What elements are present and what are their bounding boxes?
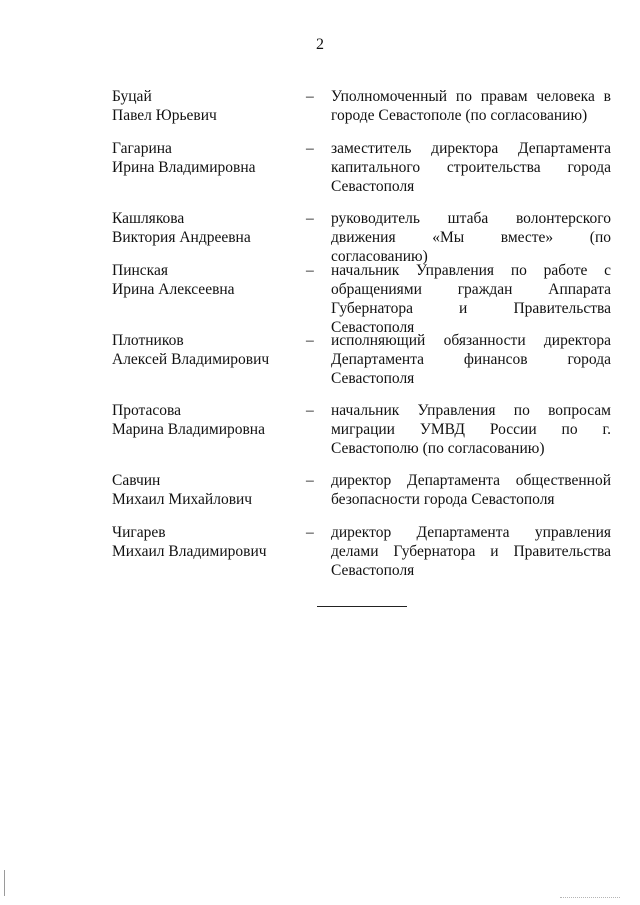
dash-separator: – <box>306 402 314 419</box>
person-name <box>112 331 302 369</box>
dash-separator: – <box>306 332 314 349</box>
given-names: Ирина Владимировна <box>112 159 256 176</box>
position-text: начальник Управления по работе с обращениями граждан Аппарата Губернатора и Правительства Севастополя <box>331 262 611 336</box>
surname: Гагарина <box>112 140 172 157</box>
surname: Плотников <box>112 332 184 349</box>
surname: Пинская <box>112 262 168 279</box>
position-text: руководитель штаба волонтерского движения «Мы вместе» (по согласованию) <box>331 210 611 265</box>
given-names: Ирина Алексеевна <box>112 281 235 298</box>
given-names: Виктория Андреевна <box>112 229 251 246</box>
given-names: Михаил Михайлович <box>112 491 253 508</box>
position-text: Уполномоченный по правам человека в городе Севастополе (по согласованию) <box>331 88 611 124</box>
dash-separator: – <box>306 262 314 279</box>
dash-separator: – <box>306 472 314 489</box>
person-name <box>112 261 302 299</box>
surname: Кашлякова <box>112 210 185 227</box>
position-text: директор Департамента общественной безопасности города Севастополя <box>331 472 611 508</box>
person-name <box>112 209 302 247</box>
surname: Буцай <box>112 88 152 105</box>
given-names: Марина Владимировна <box>112 421 265 438</box>
end-separator-line <box>317 606 407 607</box>
page-number: 2 <box>316 36 324 53</box>
person-name <box>112 471 302 509</box>
person-name <box>112 87 302 125</box>
footer-dotted-mark <box>560 897 620 898</box>
person-name <box>112 523 302 561</box>
dash-separator: – <box>306 210 314 227</box>
scan-margin-mark <box>4 870 5 896</box>
position-text: начальник Управления по вопросам миграции УМВД России по г. Севастополю (по согласованию) <box>331 402 611 457</box>
position-text: директор Департамента управления делами Губернатора и Правительства Севастополя <box>331 524 611 579</box>
surname: Протасова <box>112 402 181 419</box>
position-text: исполняющий обязанности директора Департамента финансов города Севастополя <box>331 332 611 387</box>
surname: Чигарев <box>112 524 166 541</box>
person-name <box>112 401 302 439</box>
position-text: заместитель директора Департамента капитального строительства города Севастополя <box>331 140 611 195</box>
given-names: Павел Юрьевич <box>112 107 217 124</box>
given-names: Михаил Владимирович <box>112 543 267 560</box>
dash-separator: – <box>306 524 314 541</box>
person-name <box>112 139 302 177</box>
surname: Савчин <box>112 472 161 489</box>
given-names: Алексей Владимирович <box>112 351 270 368</box>
dash-separator: – <box>306 88 314 105</box>
dash-separator: – <box>306 140 314 157</box>
